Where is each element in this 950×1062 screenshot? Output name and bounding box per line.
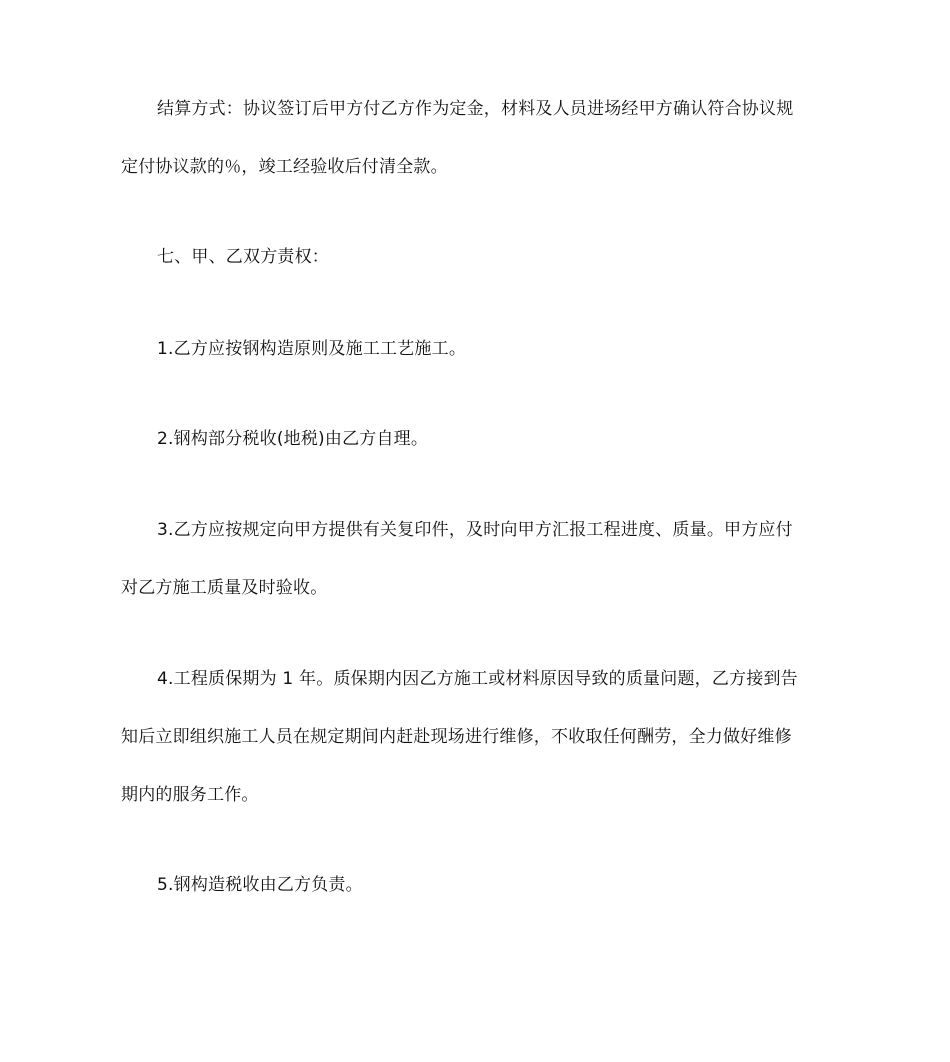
clause-2: 2.钢构部分税收(地税)由乙方自理。 bbox=[157, 429, 429, 449]
clause-3-line-2: 对乙方施工质量及时验收。 bbox=[121, 578, 328, 598]
clause-1: 1.乙方应按钢构造原则及施工工艺施工。 bbox=[157, 339, 467, 359]
clause-5: 5.钢构造税收由乙方负责。 bbox=[157, 875, 363, 895]
section-heading-rights: 七、甲、乙双方责权： bbox=[157, 247, 329, 267]
settlement-line-1: 结算方式：协议签订后甲方付乙方作为定金，材料及人员进场经甲方确认符合协议规 bbox=[157, 99, 794, 119]
clause-4-line-3: 期内的服务工作。 bbox=[121, 785, 259, 805]
clause-4-line-1: 4.工程质保期为 1 年。质保期内因乙方施工或材料原因导致的质量问题，乙方接到告 bbox=[157, 669, 798, 689]
settlement-line-2: 定付协议款的％，竣工经验收后付清全款。 bbox=[121, 157, 448, 177]
clause-4-line-2: 知后立即组织施工人员在规定期间内赶赴现场进行维修，不收取任何酬劳，全力做好维修 bbox=[121, 727, 792, 747]
clause-3-line-1: 3.乙方应按规定向甲方提供有关复印件，及时向甲方汇报工程进度、质量。甲方应付 bbox=[157, 520, 793, 540]
